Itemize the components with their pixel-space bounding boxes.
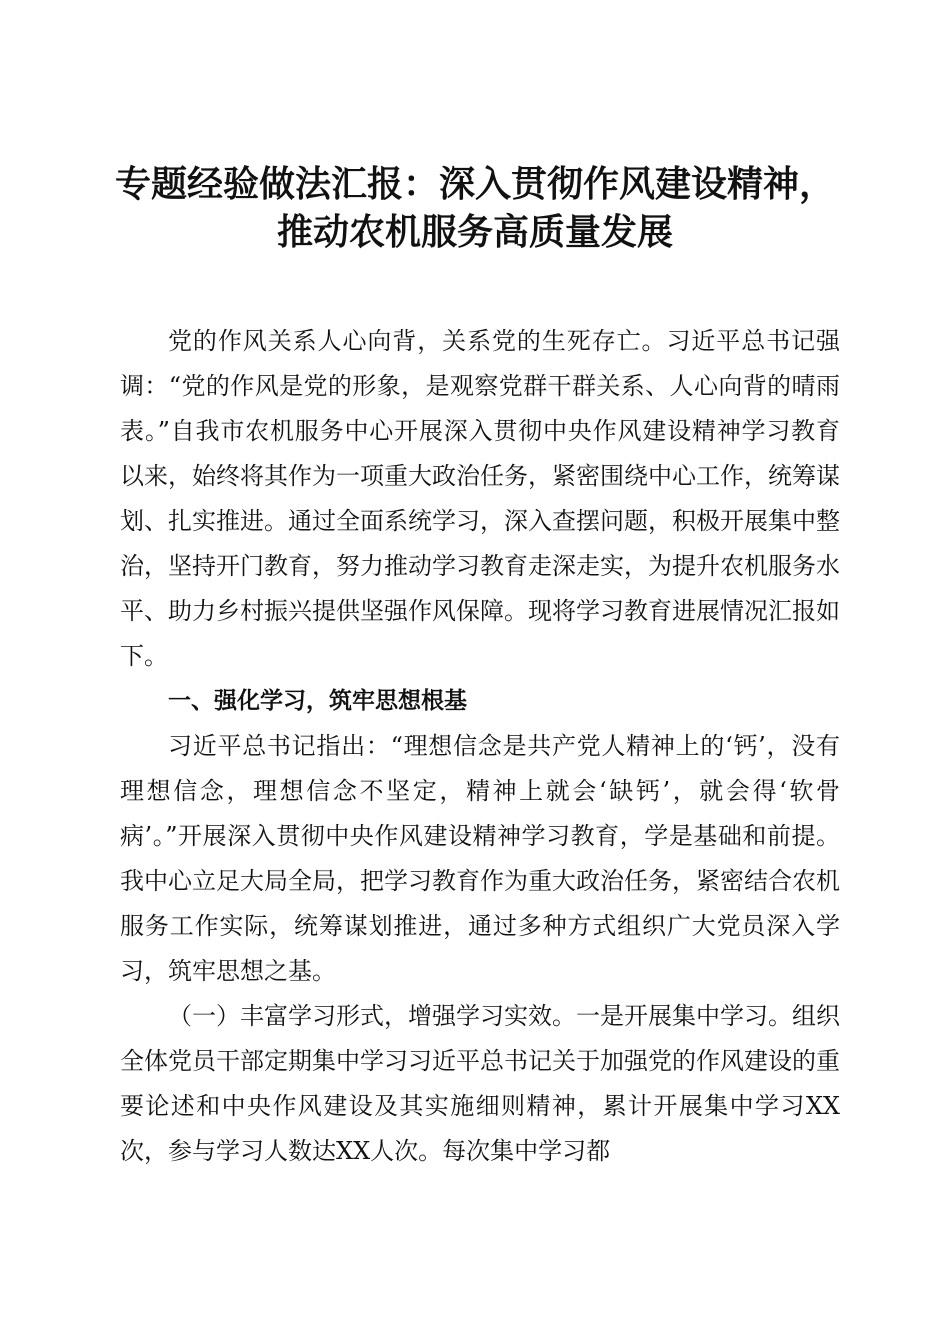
section-heading-1: 一、强化学习，筑牢思想根基 bbox=[168, 688, 467, 714]
title-line-2: 推动农机服务高质量发展 bbox=[276, 211, 673, 253]
document-body bbox=[120, 319, 840, 1174]
title-line-1: 专题经验做法汇报：深入贯彻作风建设精神， bbox=[114, 163, 835, 205]
intro-paragraph: 党的作风关系人心向背，关系党的生死存亡。习近平总书记强调：“党的作风是党的形象，是观察党群干群关系、人心向背的晴雨表。”自我市农机服务中心开展深入贯彻中央作风建设精神学习教育以来，始终将其作为一项重大政治任务，紧密围绕中心工作，统筹谋划、扎实推进。通过全面系统学习，深入查摆问题，积极开展集中整治，坚持开门教育，努力推动学习教育走深走实，为提升农机服务水平、助力乡村振兴提供坚强作风保障。现将学习教育进展情况汇报如下。 bbox=[120, 327, 840, 670]
section-1-paragraph: 习近平总书记指出：“理想信念是共产党人精神上的‘钙’，没有理想信念，理想信念不坚定，精神上就会‘缺钙’，就会得‘软骨病’。”开展深入贯彻中央作风建设精神学习教育，学是基础和前提。我中心立足大局全局，把学习教育作为重大政治任务，紧密结合农机服务工作实际，统筹谋划推进，通过多种方式组织广大党员深入学习，筑牢思想之基。 bbox=[120, 732, 840, 985]
document-title bbox=[80, 160, 870, 256]
subsection-1-paragraph: （一）丰富学习形式，增强学习实效。一是开展集中学习。组织全体党员干部定期集中学习习近平总书记关于加强党的作风建设的重要论述和中央作风建设及其实施细则精神，累计开展集中学习XX次，参与学习人数达XX人次。每次集中学习都 bbox=[120, 1002, 840, 1165]
